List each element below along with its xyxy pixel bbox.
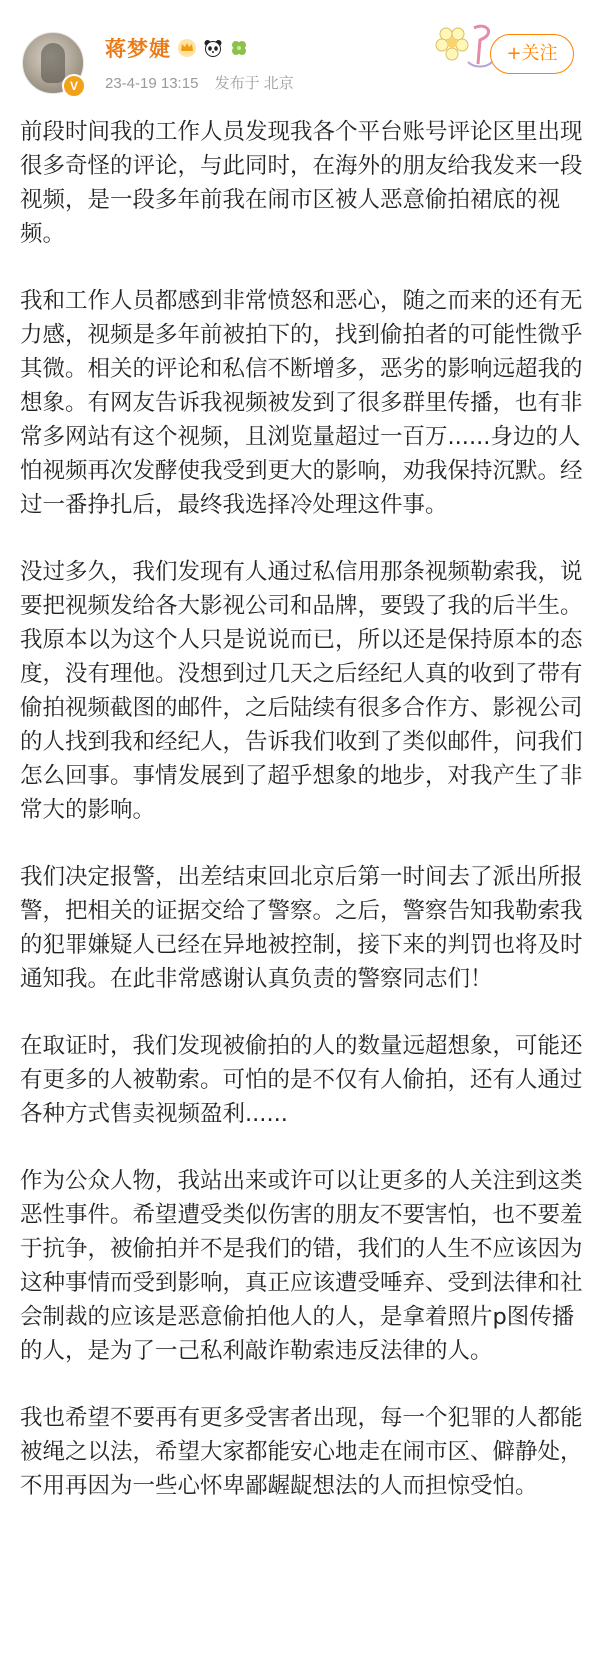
avatar-figure (41, 43, 65, 83)
author-name-row (105, 34, 249, 62)
panda-badge-icon (203, 38, 223, 58)
post-paragraph: 我也希望不要再有更多受害者出现，每一个犯罪的人都能被绳之以法，希望大家都能安心地走在闹市区、僻静处，不用再因为一些心怀卑鄙龌龊想法的人而担惊受怕。 (20, 1405, 583, 1499)
post-content (20, 115, 590, 1536)
post-paragraph: 在取证时，我们发现被偷拍的人的数量远超想象，可能还有更多的人被勒索。可怕的是不仅有人偷拍，还有人通过各种方式售卖视频盈利...... (20, 1033, 583, 1127)
post-location: 发布于 北京 (214, 75, 294, 92)
clover-badge-icon (229, 38, 249, 58)
post-timestamp: 23-4-19 13:15 (105, 75, 199, 92)
post-paragraph: 我们决定报警，出差结束回北京后第一时间去了派出所报警，把相关的证据交给了警察。之后，警察告知我勒索我的犯罪嫌疑人已经在异地被控制，接下来的判罚也将及时通知我。在此非常感谢认真负责的警察同志们！ (20, 864, 583, 992)
flower-decoration-icon (428, 18, 498, 78)
follow-button[interactable]: +关注 (490, 34, 574, 74)
verified-badge-icon: V (62, 74, 86, 98)
post-meta (105, 72, 294, 93)
post-paragraph: 没过多久，我们发现有人通过私信用那条视频勒索我，说要把视频发给各大影视公司和品牌，要毁了我的后半生。我原本以为这个人只是说说而已，所以还是保持原本的态度，没有理他。没想到过几天之后经纪人真的收到了带有偷拍视频截图的邮件，之后陆续有很多合作方、影视公司的人找到我和经纪人，告诉我们收到了类似邮件，问我们怎么回事。事情发展到了超乎想象的地步，对我产生了非常大的影响。 (20, 559, 583, 823)
author-name[interactable]: 蒋梦婕 (105, 37, 171, 61)
post-header (0, 0, 600, 100)
crown-badge-icon (177, 38, 197, 58)
post-paragraph: 我和工作人员都感到非常愤怒和恶心，随之而来的还有无力感，视频是多年前被拍下的，找到偷拍者的可能性微乎其微。相关的评论和私信不断增多，恶劣的影响远超我的想象。有网友告诉我视频被发到了很多群里传播，也有非常多网站有这个视频，且浏览量超过一百万......身边的人怕视频再次发酵使我受到更大的影响，劝我保持沉默。经过一番挣扎后，最终我选择冷处理这件事。 (20, 288, 583, 518)
post-paragraph: 作为公众人物，我站出来或许可以让更多的人关注到这类恶性事件。希望遭受类似伤害的朋友不要害怕，也不要羞于抗争，被偷拍并不是我们的错，我们的人生不应该因为这种事情而受到影响，真正应该遭受唾弃、受到法律和社会制裁的应该是恶意偷拍他人的人，是拿着照片p图传播的人，是为了一己私利敲诈勒索违反法律的人。 (20, 1168, 583, 1364)
post-paragraph: 前段时间我的工作人员发现我各个平台账号评论区里出现很多奇怪的评论，与此同时，在海外的朋友给我发来一段视频，是一段多年前我在闹市区被人恶意偷拍裙底的视频。 (20, 119, 583, 247)
